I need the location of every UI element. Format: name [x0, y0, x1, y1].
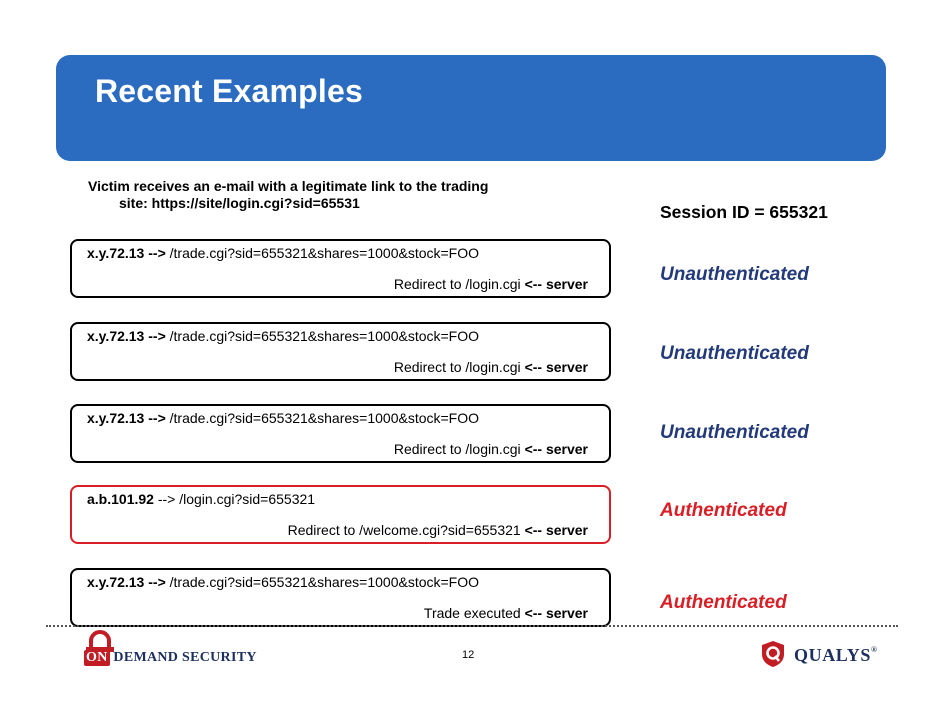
client-host: x.y.72.13: [87, 410, 145, 426]
response-text: Redirect to /login.cgi: [393, 441, 521, 457]
ondemand-security-wordmark: [84, 650, 257, 666]
client-host: a.b.101.92: [87, 491, 154, 507]
response-text: Redirect to /login.cgi: [393, 359, 521, 375]
response-line: [394, 276, 588, 292]
client-host: x.y.72.13: [87, 574, 145, 590]
request-box: [70, 404, 611, 463]
logo-on: ON: [86, 650, 108, 665]
arrow: -->: [148, 574, 166, 590]
response-source: <-- server: [524, 441, 588, 457]
intro-text: [88, 178, 608, 212]
title-banner: [56, 55, 886, 161]
status-label: Unauthenticated: [660, 422, 809, 443]
request-url: /login.cgi?sid=655321: [179, 491, 316, 507]
intro-line-2: site: https://site/login.cgi?sid=65531: [119, 195, 360, 211]
client-host: x.y.72.13: [87, 328, 145, 344]
qualys-name: QUALYS: [794, 645, 871, 665]
response-line: [394, 359, 588, 375]
arrow: -->: [157, 491, 176, 507]
request-box-login: [70, 485, 611, 544]
request-url: /trade.cgi?sid=655321&shares=1000&stock=FOO: [169, 410, 480, 426]
response-line: [288, 522, 588, 538]
status-label-authenticated: Authenticated: [660, 592, 787, 613]
request-line: [87, 491, 315, 507]
request-line: [87, 574, 479, 590]
qualys-logo: [760, 640, 890, 670]
client-host: x.y.72.13: [87, 245, 145, 261]
response-line: [424, 605, 588, 621]
request-url: /trade.cgi?sid=655321&shares=1000&stock=FOO: [169, 328, 480, 344]
arrow: -->: [148, 328, 166, 344]
session-id-label: Session ID = 655321: [660, 202, 828, 222]
request-line: [87, 410, 479, 426]
arrow: -->: [148, 410, 166, 426]
qualys-q-icon: [760, 640, 786, 668]
registered-mark: ®: [870, 645, 878, 654]
response-source: <-- server: [524, 522, 588, 538]
status-label: Unauthenticated: [660, 343, 809, 364]
intro-line-1: Victim receives an e-mail with a legitimate link to the trading: [88, 178, 489, 194]
request-url: /trade.cgi?sid=655321&shares=1000&stock=FOO: [169, 245, 480, 261]
response-text: Trade executed: [423, 605, 521, 621]
ondemand-security-logo: [68, 628, 257, 674]
request-box: [70, 322, 611, 381]
qualys-wordmark: [794, 645, 878, 666]
request-box: [70, 568, 611, 627]
footer-divider: [46, 625, 898, 627]
request-box: [70, 239, 611, 298]
response-text: Redirect to /login.cgi: [393, 276, 521, 292]
response-source: <-- server: [524, 359, 588, 375]
request-line: [87, 328, 479, 344]
arrow: -->: [148, 245, 166, 261]
response-source: <-- server: [524, 605, 588, 621]
response-line: [394, 441, 588, 457]
page-number: 12: [462, 649, 475, 661]
status-label-authenticated: Authenticated: [660, 500, 787, 521]
slide-title: Recent Examples: [95, 73, 364, 109]
response-source: <-- server: [524, 276, 588, 292]
logo-rest: DEMAND SECURITY: [113, 650, 257, 665]
response-text: Redirect to /welcome.cgi?sid=655321: [287, 522, 521, 538]
status-label: Unauthenticated: [660, 264, 809, 285]
request-line: [87, 245, 479, 261]
request-url: /trade.cgi?sid=655321&shares=1000&stock=FOO: [169, 574, 480, 590]
